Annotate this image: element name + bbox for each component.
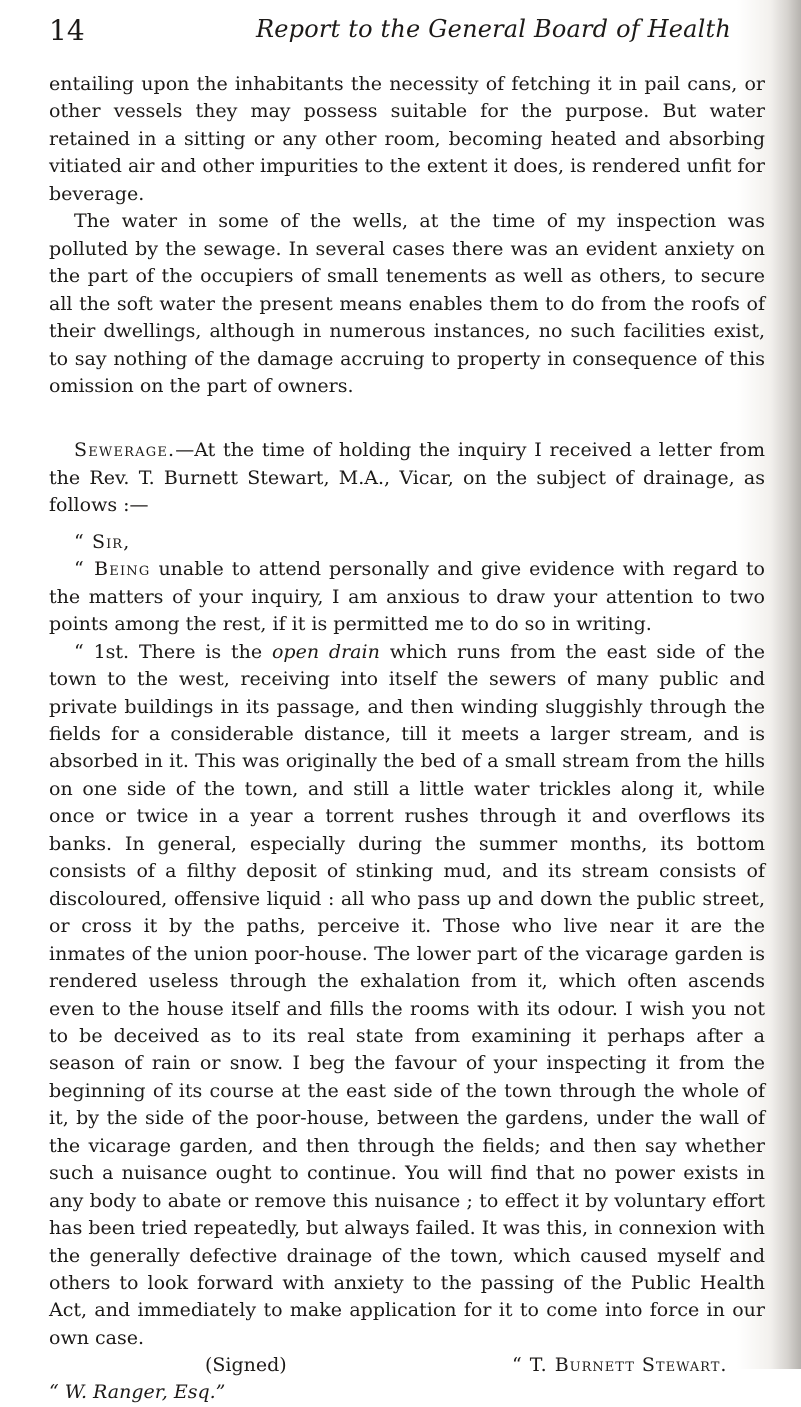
- open-drain-emphasis: open drain: [271, 640, 380, 663]
- paragraph-water-continuation: entailing upon the inhabitants the necessity of fetching it in pail cans, or other vessels they may possess suitable for the purpose. But water retained in a sitting or any other room, becoming heated and absorbing vitiated air and other impurities to the extent it does, is rendered unfit for beverage.: [49, 73, 765, 205]
- sewerage-heading: Sewerage.: [74, 439, 176, 462]
- sewerage-intro-text: —At the time of holding the inquiry I received a letter from the Rev. T. Burnett Stewart, M.A., Vicar, on the subject of drainage, as follows :—: [49, 439, 765, 517]
- open-drain-text-end: which runs from the east side of the town to the west, receiving into itself the sewers of many public and private buildings in its passage, and then winding sluggishly through the fields for a considerable distance, till it meets a larger stream, and is absorbed in it. This was originally the bed of a small stream from the hills on one side of the town, and still a little water trickles along it, while once or twice in a year a torrent rushes through it and overflows its banks. In general, especially during the summer months, its bottom consists of a filthy deposit of stinking mud, and its stream consists of discoloured, offensive liquid : all who pass up and down the public street, or cross it by the paths, perceive it. Those who live near it are the inmates of the union poor-house. The lower part of the vicarage garden is rendered useless through the exhalation from it, which often ascends even to the house itself and fills the rooms with its odour. I wish you not to be deceived as to its real state from examining it perhaps after a season of rain or snow. I beg the favour of your inspecting it from the beginning of its course at the east side of the town through the whole of it, by the side of the poor-house, between the gardens, under the wall of the vicarage garden, and then through the fields; and then say whether such a nuisance ought to continue. You will find that no power exists in any body to abate or remove this nuisance ; to effect it by voluntary effort has been tried repeatedly, but always failed. It was this, in connexion with the generally defective drainage of the town, which caused myself and others to look forward with anxiety to the passing of the Public Health Act, and immediately to make application for it to come into force in our own case.: [49, 640, 765, 1349]
- paragraph-sewerage: [49, 437, 765, 519]
- open-drain-text-start: “ 1st. There is the: [74, 640, 272, 663]
- paragraph-wells: The water in some of the wells, at the time of my inspection was polluted by the sewage. In several cases there was an evident anxiety on the part of the occupiers of small tenements as well as others, to secure all the soft water the present means enables them to do from the roofs of their dwellings, although in numerous instances, no such facilities exist, to say nothing of the damage accruing to property in consequence of this omission on the part of owners.: [49, 210, 765, 397]
- letter-paragraph-opening: [49, 556, 765, 638]
- signature-line: [49, 1352, 765, 1379]
- letter-salutation: “ Sir,: [74, 530, 131, 553]
- page-header: [49, 11, 779, 51]
- signatory-name: “ T. Burnett Stewart.: [512, 1354, 728, 1377]
- page-binding-shadow: [771, 0, 801, 1369]
- letter-addressee: “ W. Ranger, Esq.”: [49, 1381, 226, 1404]
- signed-label: (Signed): [205, 1354, 287, 1377]
- letter-opening-word: “ Being: [74, 558, 151, 581]
- page-number: 14: [49, 14, 85, 47]
- letter-opening-text: unable to attend personally and give evidence with regard to the matters of your inquiry, I am anxious to draw your attention to two points among the rest, if it is permitted me to do so in writing.: [49, 558, 765, 636]
- running-head: Report to the General Board of Health: [256, 15, 732, 43]
- body-text: [49, 71, 765, 1407]
- letter-paragraph-open-drain: [49, 639, 765, 1353]
